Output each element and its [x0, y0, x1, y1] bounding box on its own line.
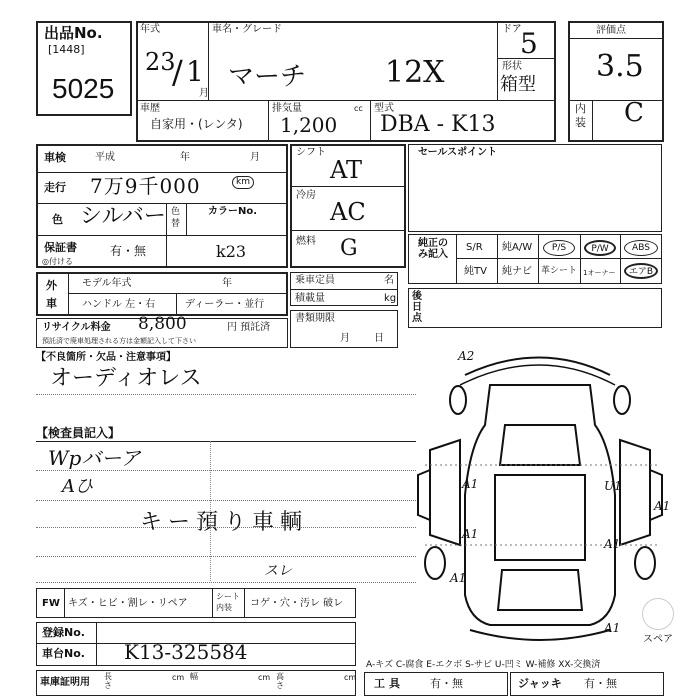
cert-length-unit: cm: [172, 673, 185, 682]
defects-label: 【不良箇所・欠品・注意事項】: [36, 352, 176, 363]
year-label: 年式: [140, 24, 160, 35]
inspection-label: 車検: [44, 151, 66, 164]
cert-width-unit: cm: [258, 673, 271, 682]
inspector-label: 【検査員記入】: [36, 426, 121, 440]
year-slash: /: [172, 53, 183, 91]
warranty-note: ◎付ける: [42, 257, 73, 266]
score-label: 評価点: [596, 25, 626, 36]
mark-a1-rear: A1: [604, 621, 621, 635]
rear-label: 後日点: [412, 291, 422, 324]
interior-label: 内装: [575, 102, 586, 129]
inspection-month: 月: [250, 152, 260, 163]
color-change-label: 色替: [171, 207, 181, 229]
cooling-label: 冷房: [296, 190, 316, 201]
disp-unit: cc: [354, 104, 363, 113]
equip-one-owner: 1オーナー: [583, 269, 616, 277]
equip-tv: 純TV: [464, 266, 487, 277]
fw-label: FW: [42, 598, 60, 609]
equip-airbag: エアB: [624, 263, 658, 279]
cert-length: 長さ: [104, 672, 112, 690]
door-label: ドア: [502, 24, 522, 35]
history-value: 自家用・(レンタ): [150, 117, 243, 131]
equipment-label: 純正のみ記入: [418, 238, 448, 260]
lot-label: 出品No.: [44, 24, 103, 42]
fw-items: キズ・ヒビ・割レ・リペア: [68, 598, 188, 609]
seat-items: コゲ・穴・汚レ 破レ: [250, 598, 344, 609]
registration-label: 登録No.: [42, 626, 85, 639]
fw-note: スレ: [264, 563, 292, 579]
year-value: 23: [145, 48, 176, 76]
cert-width: 幅: [190, 672, 198, 681]
fuel-value: G: [340, 236, 358, 261]
defects-line1: オーディオレス: [50, 366, 202, 391]
cert-label: 車庫証明用: [40, 677, 90, 688]
recycle-unit: 円 預託済: [227, 322, 271, 333]
capacity-label: 乗車定員: [295, 275, 335, 286]
mileage-label: 走行: [44, 181, 66, 194]
foreign-dealer: ディーラー・並行: [185, 299, 265, 310]
spare-label: スペア: [643, 634, 673, 645]
warranty-options: 有・無: [110, 244, 147, 258]
rear-box: [408, 288, 662, 328]
equip-navi: 純ナビ: [502, 266, 532, 277]
cert-height: 高さ: [276, 672, 284, 690]
disp-label: 排気量: [272, 103, 302, 114]
mark-a1-mid: A1: [462, 527, 479, 541]
seat-label: シート内装: [216, 592, 240, 612]
equip-sr: S/R: [466, 242, 483, 253]
sales-point-label: セールスポイント: [418, 147, 498, 158]
tools-options: 有・無: [430, 677, 463, 690]
recycle-value: 8,800: [138, 314, 187, 334]
chassis-label: 車台No.: [42, 647, 85, 660]
fuel-label: 燃料: [296, 236, 316, 247]
history-label: 車歴: [140, 103, 160, 114]
inspector-line2: Aひ: [62, 476, 93, 497]
disp-value: 1,200: [280, 113, 338, 137]
foreign-label: 外車: [46, 279, 57, 310]
mark-a1-wheel: A1: [450, 571, 467, 585]
legend-text: A-キズ C-腐食 E-エクボ S-サビ U-凹ミ W-補修 XX-交換済: [366, 660, 601, 670]
interior-value: C: [624, 98, 644, 128]
equip-aw: 純A/W: [502, 242, 533, 253]
mark-u1: U1: [604, 479, 622, 493]
car-name: マーチ: [228, 62, 307, 92]
foreign-handle: ハンドル 左・右: [82, 299, 156, 310]
color-label: 色: [52, 213, 63, 226]
shape-value: 箱型: [500, 74, 536, 95]
month-value: 1: [186, 55, 204, 88]
load-label: 積載量: [295, 293, 325, 304]
chassis-value: K13-325584: [124, 640, 248, 664]
tools-label: 工具: [374, 677, 404, 690]
recycle-note: 預託済で廃車処理される方は金額記入して下さい: [42, 337, 196, 345]
model-label: 型式: [374, 103, 394, 114]
jack-label: ジャッキ: [518, 677, 562, 690]
doc-period-unit: 月日: [340, 333, 408, 344]
shift-label: シフト: [296, 147, 326, 158]
cooling-value: AC: [330, 198, 366, 226]
mileage-unit: km: [232, 176, 254, 189]
inspection-era: 平成: [95, 152, 115, 163]
mark-a2: A2: [458, 349, 475, 363]
shift-value: AT: [330, 156, 363, 184]
lot-sub-number: [1448]: [48, 43, 85, 56]
score-value: 3.5: [596, 49, 644, 84]
equip-pw: P/W: [584, 240, 616, 256]
warranty-label: 保証書: [44, 241, 77, 254]
inspection-year: 年: [180, 152, 190, 163]
month-unit: 月: [199, 88, 209, 99]
jack-options: 有・無: [584, 677, 617, 690]
inspector-line1: Wpバーア: [48, 446, 141, 470]
foreign-year-unit: 年: [222, 278, 232, 289]
shape-label: 形状: [502, 61, 522, 72]
recycle-label: リサイクル料金: [42, 322, 111, 333]
name-label: 車名・グレード: [212, 24, 282, 35]
inspector-line3: キー預り車輌: [140, 510, 309, 535]
color-value: シルバー: [80, 204, 166, 229]
color-code-value: k23: [216, 242, 247, 261]
mark-a1-left: A1: [462, 477, 479, 491]
equip-ps: P/S: [543, 240, 575, 256]
doc-period-label: 書類期限: [295, 313, 335, 324]
mileage-value: 7万9千000: [90, 174, 201, 198]
mark-a1-door: A1: [604, 537, 621, 551]
cert-height-unit: cm: [344, 673, 357, 682]
car-grade: 12X: [385, 55, 445, 90]
door-value: 5: [520, 27, 538, 60]
load-unit: kg: [384, 293, 397, 304]
car-damage-diagram: [410, 345, 670, 645]
equip-leather: 革シート: [541, 266, 578, 276]
color-code-label: カラーNo.: [208, 206, 258, 217]
foreign-model-year: モデル年式: [82, 278, 132, 289]
mark-a1-right: A1: [654, 499, 671, 513]
capacity-unit: 名: [384, 275, 394, 286]
equip-abs: ABS: [624, 240, 658, 256]
lot-number: 5025: [52, 73, 115, 104]
model-value: DBA - K13: [380, 112, 496, 137]
